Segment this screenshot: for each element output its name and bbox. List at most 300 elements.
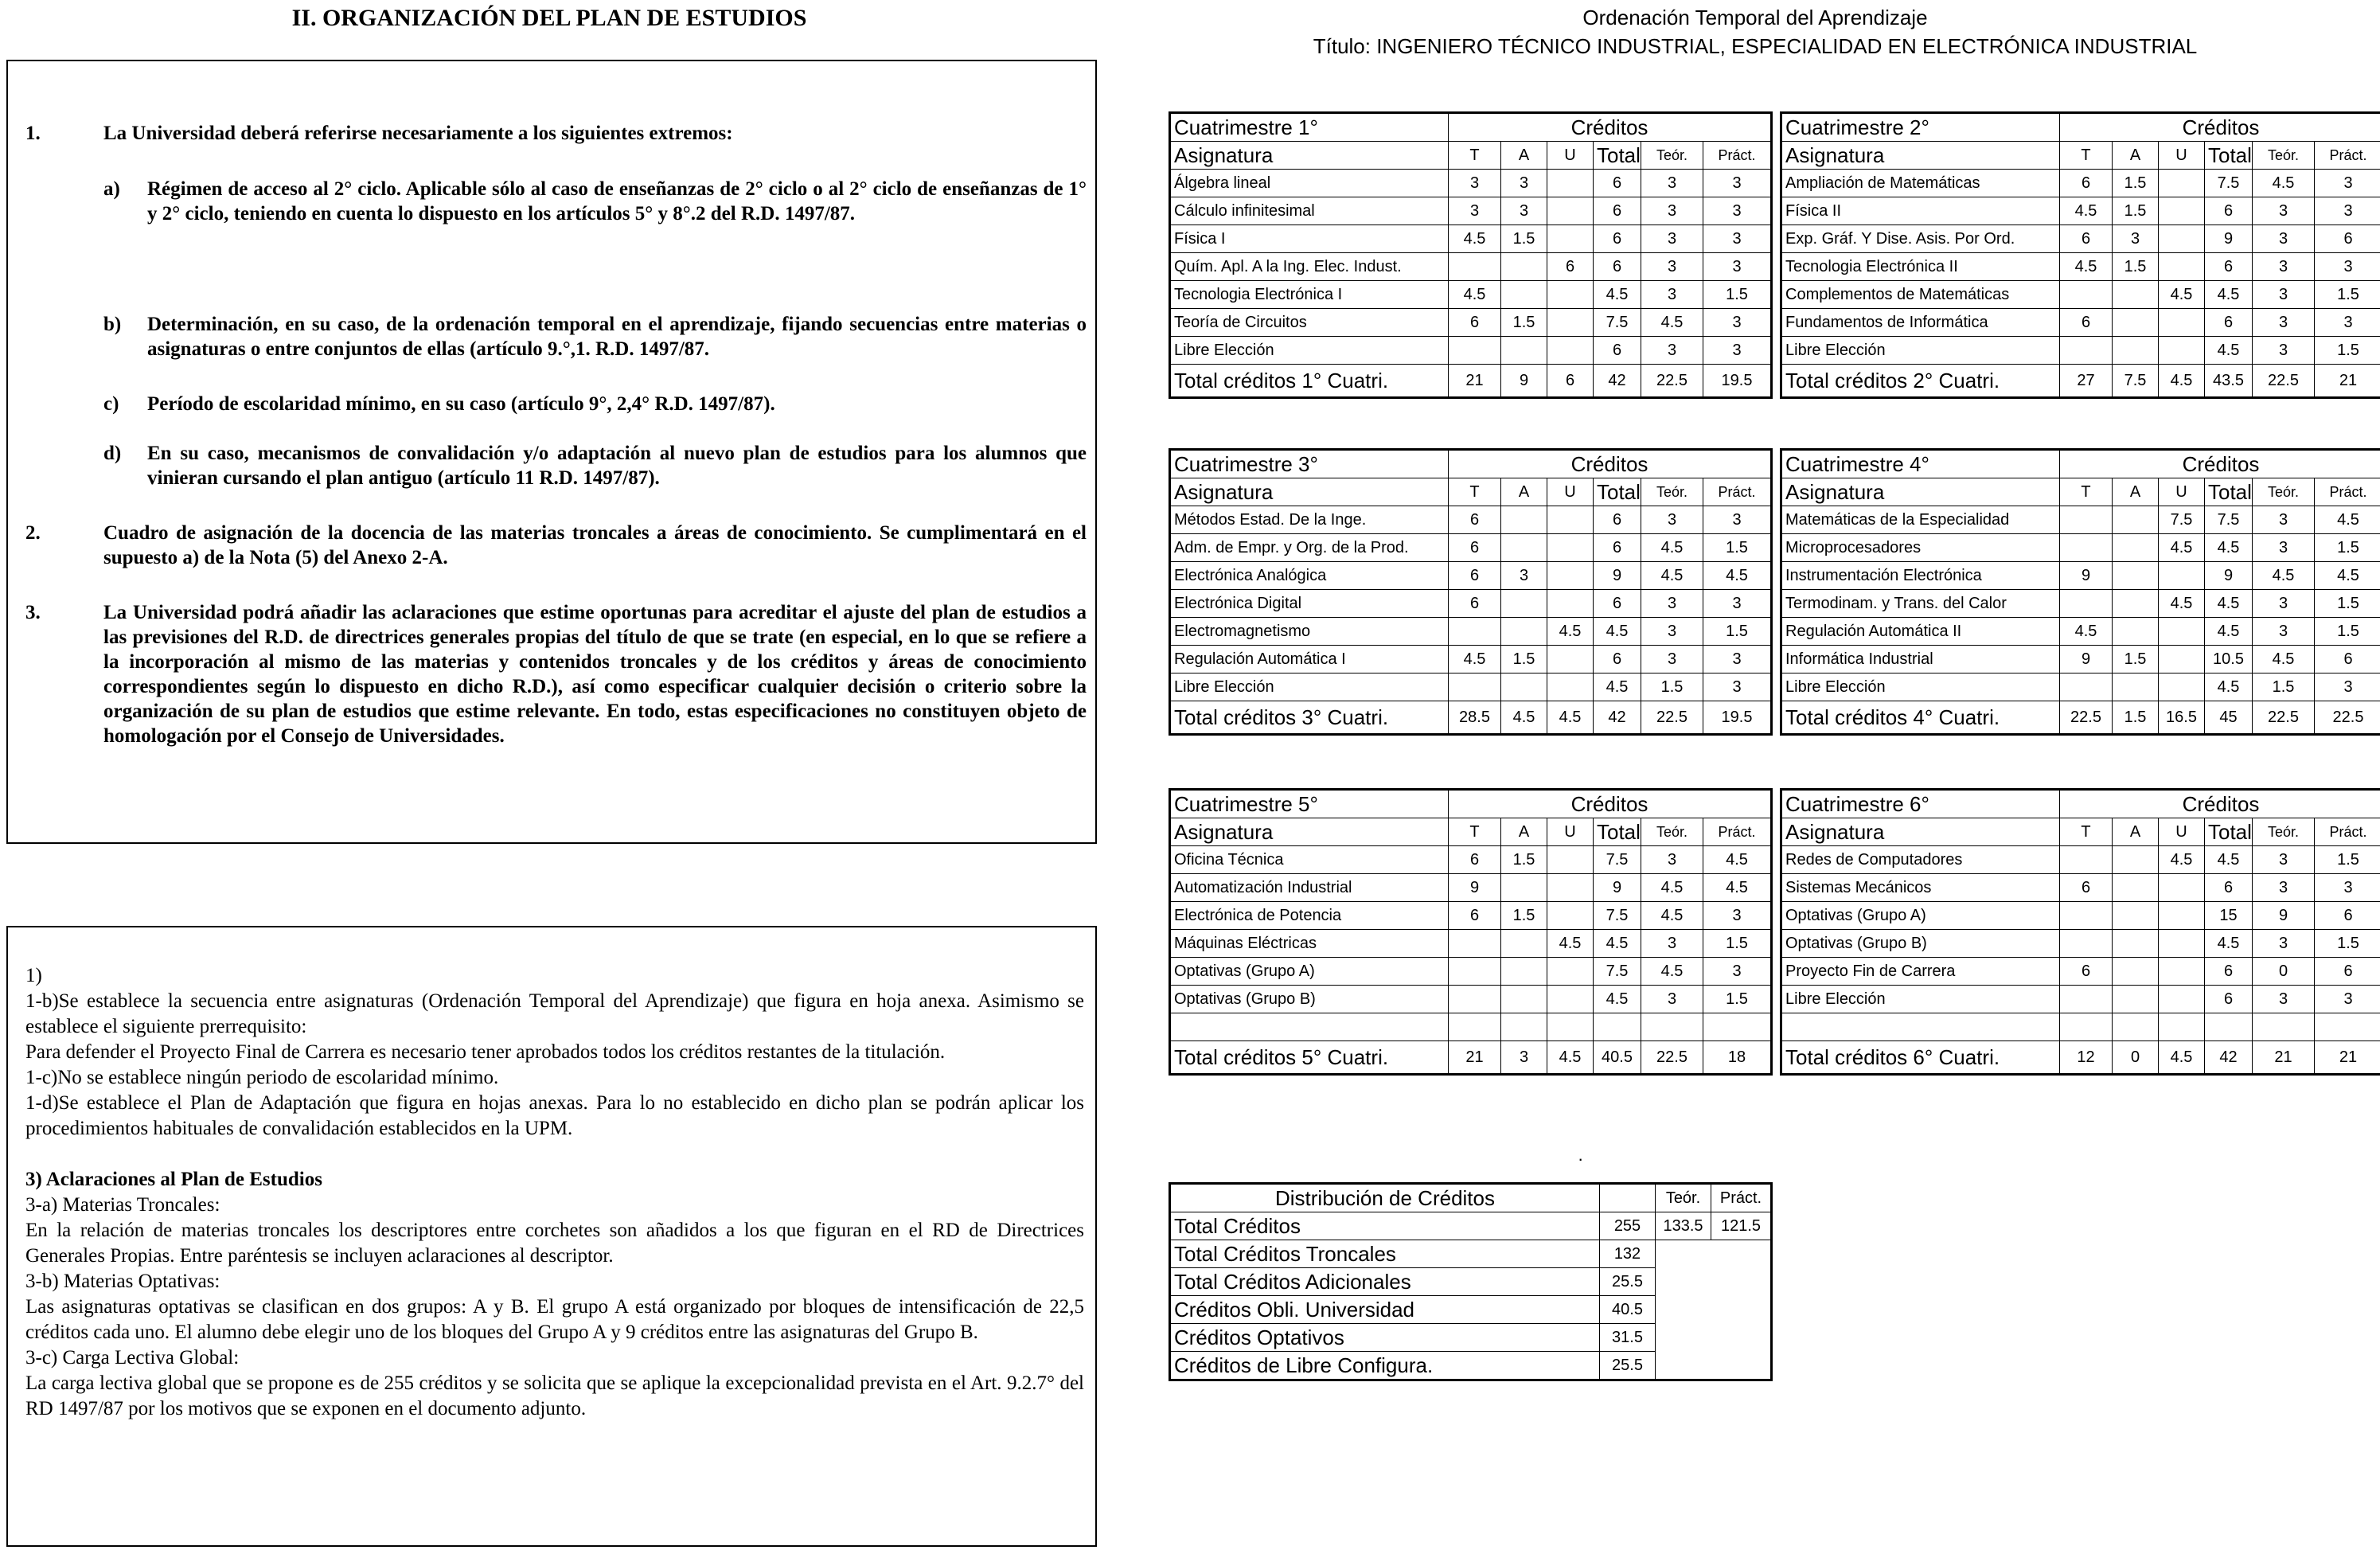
note-line: Para defender el Proyecto Final de Carrera es necesario tener aprobados todos los créditos restantes de la titulación.: [25, 1041, 946, 1063]
table-row: [1170, 673, 1772, 701]
credit-t: 9: [2060, 646, 2113, 673]
credit-a: [2113, 562, 2159, 590]
note-subheading: 3-c) Carga Lectiva Global:: [25, 1347, 240, 1368]
credit-total: 4.5: [1594, 930, 1641, 958]
credit-total: 4.5: [1594, 986, 1641, 1013]
credit-u: [2159, 930, 2205, 958]
item-2-text: Cuadro de asignación de la docencia de las materias troncales a áreas de conocimiento. Se cumplimentará en el supuesto a) de la Nota (5) del Anexo 2-A.: [103, 522, 1087, 568]
credit-pract: 3: [1703, 170, 1772, 197]
credit-t: 3: [1449, 170, 1501, 197]
credit-t: 6: [1449, 562, 1501, 590]
credit-pract: 1.5: [1703, 281, 1772, 309]
credit-teor: 3: [1641, 197, 1703, 225]
total-header: Total: [1594, 818, 1641, 846]
credit-a: [2113, 673, 2159, 701]
credit-t: 9: [1449, 874, 1501, 902]
table-row: [1170, 534, 1772, 562]
credit-u: [2159, 874, 2205, 902]
credit-t: 6: [1449, 590, 1501, 618]
credit-a: [1501, 618, 1547, 646]
credit-teor: 3: [1641, 646, 1703, 673]
credit-a: [2113, 281, 2159, 309]
credit-u: [1547, 902, 1594, 930]
credit-pract: 3: [1703, 902, 1772, 930]
credit-a: [2113, 930, 2159, 958]
subject-name: Exp. Gráf. Y Dise. Asis. Por Ord.: [1781, 225, 2060, 253]
credit-pract: 3: [1703, 197, 1772, 225]
credit-u: [2159, 197, 2205, 225]
credit-teor: 3: [1641, 281, 1703, 309]
credit-a: 1.5: [2113, 197, 2159, 225]
subject-name: Electrónica de Potencia: [1170, 902, 1449, 930]
subject-header: Asignatura: [1781, 142, 2060, 170]
credit-teor: 3: [2253, 197, 2315, 225]
subject-name: Libre Elección: [1781, 673, 2060, 701]
credit-u: [1547, 874, 1594, 902]
credit-a: [2113, 506, 2159, 534]
credit-pract: 1.5: [2315, 930, 2380, 958]
table-row: [1781, 618, 2380, 646]
credit-teor: 4.5: [1641, 309, 1703, 337]
subject-name: Optativas (Grupo A): [1170, 958, 1449, 986]
credit-pract: 6: [2315, 225, 2380, 253]
credit-t: 6: [2060, 874, 2113, 902]
total-total: 42: [1594, 365, 1641, 398]
credit-t: [1449, 930, 1501, 958]
table-row: [1170, 618, 1772, 646]
credit-u: [2159, 673, 2205, 701]
table-row: [1781, 170, 2380, 197]
credit-teor: 3: [2253, 534, 2315, 562]
credit-t: 6: [1449, 309, 1501, 337]
total-teor: 22.5: [2253, 365, 2315, 398]
credit-total: 6: [1594, 253, 1641, 281]
total-teor: 22.5: [1641, 365, 1703, 398]
credit-u: [2159, 562, 2205, 590]
distribution-label: Créditos Obli. Universidad: [1170, 1296, 1600, 1324]
credit-pract: 4.5: [2315, 562, 2380, 590]
table-row: [1781, 534, 2380, 562]
credit-u: [2159, 618, 2205, 646]
table-row: [1781, 874, 2380, 902]
a-header: A: [2113, 478, 2159, 506]
note-subheading: 3-a) Materias Troncales:: [25, 1194, 220, 1216]
schedule-title: Ordenación Temporal del Aprendizaje: [1582, 6, 1928, 29]
credit-u: [1547, 337, 1594, 365]
table-row: [1781, 930, 2380, 958]
subject-name: Libre Elección: [1781, 986, 2060, 1013]
credit-pract: 1.5: [2315, 337, 2380, 365]
teor-header: Teór.: [2253, 818, 2315, 846]
credit-t: [2060, 1013, 2113, 1041]
credit-pract: 3: [1703, 646, 1772, 673]
a-header: A: [1501, 818, 1547, 846]
distribution-value: 132: [1600, 1240, 1656, 1268]
credit-a: [1501, 986, 1547, 1013]
table-row: [1170, 958, 1772, 986]
table-row: [1170, 874, 1772, 902]
subject-header: Asignatura: [1170, 818, 1449, 846]
subject-header: Asignatura: [1170, 142, 1449, 170]
distribution-title: Distribución de Créditos: [1170, 1184, 1600, 1212]
credit-a: 1.5: [2113, 170, 2159, 197]
total-total: 42: [2205, 1041, 2253, 1075]
subject-name: Sistemas Mecánicos: [1781, 874, 2060, 902]
pract-header: Práct.: [1711, 1184, 1772, 1212]
table-row: [1781, 986, 2380, 1013]
credit-a: 3: [2113, 225, 2159, 253]
credit-total: 4.5: [2205, 590, 2253, 618]
subject-name: Electrónica Digital: [1170, 590, 1449, 618]
credit-u: 4.5: [2159, 281, 2205, 309]
credit-teor: 4.5: [2253, 170, 2315, 197]
credit-t: [2060, 902, 2113, 930]
schedule-heading: [1146, 3, 2364, 61]
credit-pract: 1.5: [2315, 534, 2380, 562]
credit-teor: 3: [2253, 506, 2315, 534]
table-row: [1781, 309, 2380, 337]
table-row: [1170, 225, 1772, 253]
semester-title: Cuatrimestre 1°: [1170, 113, 1449, 142]
credit-teor: 4.5: [1641, 534, 1703, 562]
credit-pract: 6: [2315, 958, 2380, 986]
total-u: 4.5: [1547, 701, 1594, 735]
credit-teor: 3: [1641, 225, 1703, 253]
credit-a: [1501, 590, 1547, 618]
credit-teor: 4.5: [1641, 958, 1703, 986]
total-pract: 19.5: [1703, 365, 1772, 398]
total-pract: 19.5: [1703, 701, 1772, 735]
credit-t: [1449, 253, 1501, 281]
credit-teor: 3: [1641, 170, 1703, 197]
table-row: [1781, 225, 2380, 253]
subject-name: Complementos de Matemáticas: [1781, 281, 2060, 309]
total-teor: 21: [2253, 1041, 2315, 1075]
credit-total: [2205, 1013, 2253, 1041]
credit-u: [2159, 986, 2205, 1013]
table-row: [1170, 281, 1772, 309]
credit-u: [1547, 846, 1594, 874]
credit-t: 6: [2060, 225, 2113, 253]
total-u: 4.5: [1547, 1041, 1594, 1075]
credit-t: 4.5: [1449, 646, 1501, 673]
distribution-label: Créditos de Libre Configura.: [1170, 1352, 1600, 1380]
subject-name: Ampliación de Matemáticas: [1781, 170, 2060, 197]
credit-total: 6: [1594, 225, 1641, 253]
credit-pract: [2315, 1013, 2380, 1041]
table-row: [1170, 506, 1772, 534]
distribution-label: Créditos Optativos: [1170, 1324, 1600, 1352]
subject-name: Fundamentos de Informática: [1781, 309, 2060, 337]
item-number: 2.: [25, 522, 41, 544]
credit-total: [1594, 1013, 1641, 1041]
credit-pract: 4.5: [1703, 562, 1772, 590]
t-header: T: [1449, 142, 1501, 170]
credit-u: 6: [1547, 253, 1594, 281]
credit-u: 4.5: [2159, 846, 2205, 874]
credit-total: 4.5: [2205, 846, 2253, 874]
table-row: [1170, 309, 1772, 337]
pract-header: Práct.: [2315, 478, 2380, 506]
total-t: 21: [1449, 1041, 1501, 1075]
credit-t: [2060, 337, 2113, 365]
item-3-text: La Universidad podrá añadir las aclaraciones que estime oportunas para acreditar el ajuste del plan de estudios a las previsiones del R.D. de directrices generales propias del título de que se trate (en especial, en lo que se refiere a la incorporación al mismo de las materias y contenidos troncales y de los créditos y áreas de conocimiento correspondientes según lo dispuesto en dicho R.D.), así como especificar cualquier decisión o criterio sobre la organización de su plan de estudios que estime relevante. En todo, estas especificaciones no constituyen objeto de homologación por el Consejo de Universidades.: [103, 602, 1087, 747]
credit-t: [1449, 337, 1501, 365]
credit-pract: 3: [2315, 986, 2380, 1013]
subject-name: Libre Elección: [1781, 337, 2060, 365]
table-row: [1781, 562, 2380, 590]
distribution-teor: 133.5: [1656, 1212, 1711, 1240]
total-a: 1.5: [2113, 701, 2159, 735]
credit-t: [1449, 958, 1501, 986]
credit-t: 6: [2060, 170, 2113, 197]
table-row: [1170, 986, 1772, 1013]
total-t: 21: [1449, 365, 1501, 398]
total-row: [1781, 1041, 2380, 1075]
subject-name: Regulación Automática II: [1781, 618, 2060, 646]
notes-box: [6, 926, 1097, 1547]
teor-header: Teór.: [1641, 142, 1703, 170]
total-total: 40.5: [1594, 1041, 1641, 1075]
credit-a: [2113, 534, 2159, 562]
credit-teor: 3: [2253, 590, 2315, 618]
credit-a: [2113, 337, 2159, 365]
u-header: U: [1547, 478, 1594, 506]
credit-total: 6: [2205, 309, 2253, 337]
semester-title: Cuatrimestre 5°: [1170, 790, 1449, 818]
credit-u: [2159, 170, 2205, 197]
total-pract: 21: [2315, 1041, 2380, 1075]
pract-header: Práct.: [1703, 478, 1772, 506]
credit-a: [1501, 874, 1547, 902]
credit-a: [2113, 1013, 2159, 1041]
credit-u: [1547, 646, 1594, 673]
subject-name: Proyecto Fin de Carrera: [1781, 958, 2060, 986]
table-row: [1781, 337, 2380, 365]
credit-pract: 4.5: [2315, 506, 2380, 534]
total-label: Total créditos 3° Cuatri.: [1170, 701, 1449, 735]
t-header: T: [2060, 818, 2113, 846]
note-line: En la relación de materias troncales los descriptores entre corchetes son añadidos a los que figuran en el RD de Directrices Generales Propias. Entre paréntesis se incluyen aclaraciones al descriptor.: [25, 1220, 1084, 1267]
credit-total: 4.5: [1594, 618, 1641, 646]
credit-t: [2060, 281, 2113, 309]
table-row: [1781, 1013, 2380, 1041]
table-row: [1781, 846, 2380, 874]
credit-distribution-table: [1169, 1182, 1773, 1381]
credit-teor: 3: [1641, 846, 1703, 874]
table-row: [1781, 197, 2380, 225]
credit-total: 6: [1594, 534, 1641, 562]
subject-name: Optativas (Grupo B): [1170, 986, 1449, 1013]
table-row: [1170, 846, 1772, 874]
a-header: A: [2113, 818, 2159, 846]
credit-t: 3: [1449, 197, 1501, 225]
item-number: 1.: [25, 123, 41, 144]
credit-u: [1547, 281, 1594, 309]
subject-name: Matemáticas de la Especialidad: [1781, 506, 2060, 534]
total-pract: 22.5: [2315, 701, 2380, 735]
subject-name: Regulación Automática I: [1170, 646, 1449, 673]
credits-header: Créditos: [2060, 790, 2380, 818]
semester-table: [1780, 111, 2380, 399]
distribution-label: Total Créditos: [1170, 1212, 1600, 1240]
credit-a: 1.5: [2113, 253, 2159, 281]
credit-u: [1547, 986, 1594, 1013]
total-pract: 21: [2315, 365, 2380, 398]
credit-pract: 3: [1703, 673, 1772, 701]
credit-total: 7.5: [1594, 902, 1641, 930]
semester-table: [1169, 448, 1773, 736]
credit-teor: 3: [2253, 309, 2315, 337]
credit-t: 4.5: [2060, 253, 2113, 281]
credit-a: [1501, 958, 1547, 986]
credit-u: [2159, 309, 2205, 337]
subject-name: Libre Elección: [1170, 337, 1449, 365]
subject-name: Electrónica Analógica: [1170, 562, 1449, 590]
credit-pract: 1.5: [2315, 590, 2380, 618]
credit-teor: 4.5: [2253, 562, 2315, 590]
credit-a: [1501, 673, 1547, 701]
subject-header: Asignatura: [1781, 818, 2060, 846]
credit-teor: [2253, 1013, 2315, 1041]
total-a: 0: [2113, 1041, 2159, 1075]
credit-a: [2113, 874, 2159, 902]
credit-u: 4.5: [2159, 590, 2205, 618]
subject-name: [1170, 1013, 1449, 1041]
credit-u: 4.5: [1547, 618, 1594, 646]
credit-u: 4.5: [2159, 534, 2205, 562]
distribution-value: 25.5: [1600, 1352, 1656, 1380]
credit-a: 3: [1501, 197, 1547, 225]
credit-teor: 4.5: [2253, 646, 2315, 673]
item-1c-text: Período de escolaridad mínimo, en su caso (artículo 9°, 2,4° R.D. 1497/87).: [147, 393, 775, 415]
subject-name: Adm. de Empr. y Org. de la Prod.: [1170, 534, 1449, 562]
subject-name: Teoría de Circuitos: [1170, 309, 1449, 337]
credit-total: 9: [2205, 562, 2253, 590]
total-header: Total: [2205, 478, 2253, 506]
table-row: [1170, 197, 1772, 225]
distribution-value: 40.5: [1600, 1296, 1656, 1324]
total-teor: 22.5: [1641, 1041, 1703, 1075]
credit-teor: 4.5: [1641, 874, 1703, 902]
credit-u: [2159, 253, 2205, 281]
total-u: 4.5: [2159, 1041, 2205, 1075]
table-row: [1781, 673, 2380, 701]
credit-t: 6: [1449, 902, 1501, 930]
credit-pract: 1.5: [1703, 618, 1772, 646]
credit-teor: 3: [2253, 337, 2315, 365]
credit-a: [1501, 1013, 1547, 1041]
subject-name: Física I: [1170, 225, 1449, 253]
note-subheading: 3-b) Materias Optativas:: [25, 1271, 220, 1292]
teor-header: Teór.: [2253, 478, 2315, 506]
credit-t: [1449, 673, 1501, 701]
table-row: [1170, 337, 1772, 365]
credit-a: [1501, 534, 1547, 562]
credit-pract: 3: [2315, 197, 2380, 225]
credit-total: 7.5: [1594, 309, 1641, 337]
credit-a: [1501, 253, 1547, 281]
item-1d-text: En su caso, mecanismos de convalidación y/o adaptación al nuevo plan de estudios para los alumnos que vinieran cursando el plan antiguo (artículo 11 R.D. 1497/87).: [147, 443, 1087, 489]
credit-pract: 3: [1703, 225, 1772, 253]
table-row: [1781, 253, 2380, 281]
distribution-value: 25.5: [1600, 1268, 1656, 1296]
subject-name: Oficina Técnica: [1170, 846, 1449, 874]
table-row: [1781, 590, 2380, 618]
u-header: U: [1547, 142, 1594, 170]
subject-name: Instrumentación Electrónica: [1781, 562, 2060, 590]
credit-pract: 4.5: [1703, 874, 1772, 902]
credit-u: [1547, 506, 1594, 534]
credit-teor: 3: [1641, 930, 1703, 958]
total-total: 43.5: [2205, 365, 2253, 398]
credit-total: 4.5: [1594, 673, 1641, 701]
credits-header: Créditos: [1449, 450, 1772, 478]
credit-a: 1.5: [1501, 902, 1547, 930]
credit-teor: 1.5: [1641, 673, 1703, 701]
credit-teor: 4.5: [1641, 902, 1703, 930]
table-row: [1781, 646, 2380, 673]
credits-header: Créditos: [1449, 113, 1772, 142]
total-a: 7.5: [2113, 365, 2159, 398]
credit-t: [2060, 673, 2113, 701]
distribution-pract: 121.5: [1711, 1212, 1772, 1240]
section-title: II. ORGANIZACIÓN DEL PLAN DE ESTUDIOS: [291, 5, 807, 31]
semester-table: [1169, 111, 1773, 399]
credit-pract: 4.5: [1703, 846, 1772, 874]
a-header: A: [2113, 142, 2159, 170]
credit-t: 6: [1449, 846, 1501, 874]
credit-u: [1547, 197, 1594, 225]
credit-a: 1.5: [2113, 646, 2159, 673]
subject-name: [1781, 1013, 2060, 1041]
item-letter: a): [103, 178, 120, 200]
credit-a: 1.5: [1501, 309, 1547, 337]
credit-u: [1547, 958, 1594, 986]
credit-teor: 4.5: [1641, 562, 1703, 590]
semester-title: Cuatrimestre 2°: [1781, 113, 2060, 142]
total-header: Total: [1594, 478, 1641, 506]
pract-header: Práct.: [2315, 818, 2380, 846]
subject-name: Álgebra lineal: [1170, 170, 1449, 197]
credit-total: 6: [1594, 506, 1641, 534]
credit-total: 4.5: [1594, 281, 1641, 309]
credit-u: 4.5: [1547, 930, 1594, 958]
credit-a: [2113, 902, 2159, 930]
credit-t: [1449, 986, 1501, 1013]
credit-a: [1501, 281, 1547, 309]
credit-u: 7.5: [2159, 506, 2205, 534]
total-header: Total: [2205, 818, 2253, 846]
item-1-text: La Universidad deberá referirse necesariamente a los siguientes extremos:: [103, 123, 733, 144]
teor-header: Teór.: [1641, 478, 1703, 506]
credit-total: 9: [1594, 874, 1641, 902]
t-header: T: [1449, 478, 1501, 506]
credit-total: 6: [1594, 197, 1641, 225]
credit-teor: [1641, 1013, 1703, 1041]
subject-name: Electromagnetismo: [1170, 618, 1449, 646]
credit-teor: 3: [1641, 253, 1703, 281]
note-line: Las asignaturas optativas se clasifican en dos grupos: A y B. El grupo A está organizado por bloques de intensificación de 22,5 créditos cada uno. El alumno debe elegir uno de los bloques del Grupo A y 9 créditos entre las asignaturas del Grupo B.: [25, 1296, 1084, 1343]
credit-a: [2113, 986, 2159, 1013]
semester-table: [1169, 788, 1773, 1076]
pract-header: Práct.: [2315, 142, 2380, 170]
item-letter: b): [103, 314, 122, 335]
credit-u: [2159, 646, 2205, 673]
credit-a: 3: [1501, 170, 1547, 197]
credit-teor: 3: [1641, 618, 1703, 646]
note-line: 1-b)Se establece la secuencia entre asignaturas (Ordenación Temporal del Aprendizaje) que figura en hoja anexa. Asimismo se establece el siguiente prerrequisito:: [25, 990, 1084, 1037]
